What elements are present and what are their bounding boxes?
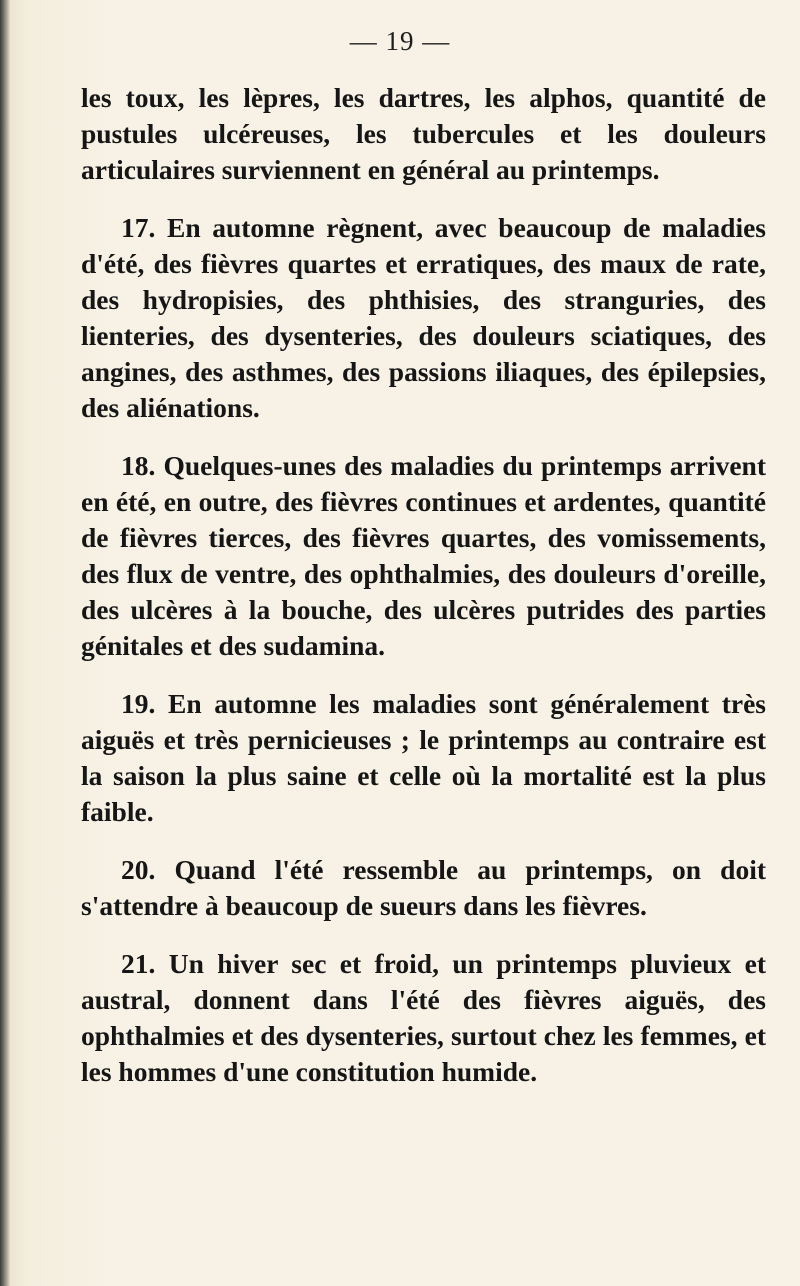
paragraph-19 xyxy=(81,686,766,830)
paragraph-17 xyxy=(81,210,766,426)
paragraph-number: 19. xyxy=(121,688,156,719)
paragraph-number: 18. xyxy=(121,450,156,481)
paragraph-18 xyxy=(81,448,766,664)
paragraph-21 xyxy=(81,946,766,1090)
paragraph-20 xyxy=(81,852,766,924)
paragraph-continuation xyxy=(81,80,766,188)
paragraph-number: 20. xyxy=(121,854,156,885)
paragraph-text: Un hiver sec et froid, un printemps pluvieux et austral, donnent dans l'été des fièvres aiguës, des ophthalmies et des dysenteries, surtout chez les femmes, et les hommes d'une constitution humide. xyxy=(81,948,767,1087)
page-number: — 19 — xyxy=(349,26,451,56)
paragraph-text: En automne règnent, avec beaucoup de maladies d'été, des fièvres quartes et erratiques, des maux de rate, des hydropisies, des phthisies, des stranguries, des lienteries, des dysenteries, des douleurs sciatiques, des angines, des asthmes, des passions iliaques, des épilepsies, des aliénations. xyxy=(81,212,767,423)
paragraph-number: 17. xyxy=(121,212,156,243)
paragraph-text: les toux, les lèpres, les dartres, les alphos, quantité de pustules ulcéreuses, les tubercules et les douleurs articulaires surviennent en général au printemps. xyxy=(81,82,766,185)
paragraph-text: En automne les maladies sont généralement très aiguës et très pernicieuses ; le printemps au contraire est la saison la plus saine et celle où la mortalité est la plus faible. xyxy=(81,688,767,827)
binding-edge xyxy=(0,0,10,1286)
paragraph-text: Quand l'été ressemble au printemps, on doit s'attendre à beaucoup de sueurs dans les fièvres. xyxy=(81,854,767,921)
paragraph-number: 21. xyxy=(121,948,156,979)
body-text xyxy=(81,80,766,1090)
paragraph-text: Quelques-unes des maladies du printemps arrivent en été, en outre, des fièvres continues et ardentes, quantité de fièvres tierces, des fièvres quartes, des vomissements, des flux de ventre, des ophthalmies, des douleurs d'oreille, des ulcères à la bouche, des ulcères putrides des parties génitales et des sudamina. xyxy=(81,450,766,661)
